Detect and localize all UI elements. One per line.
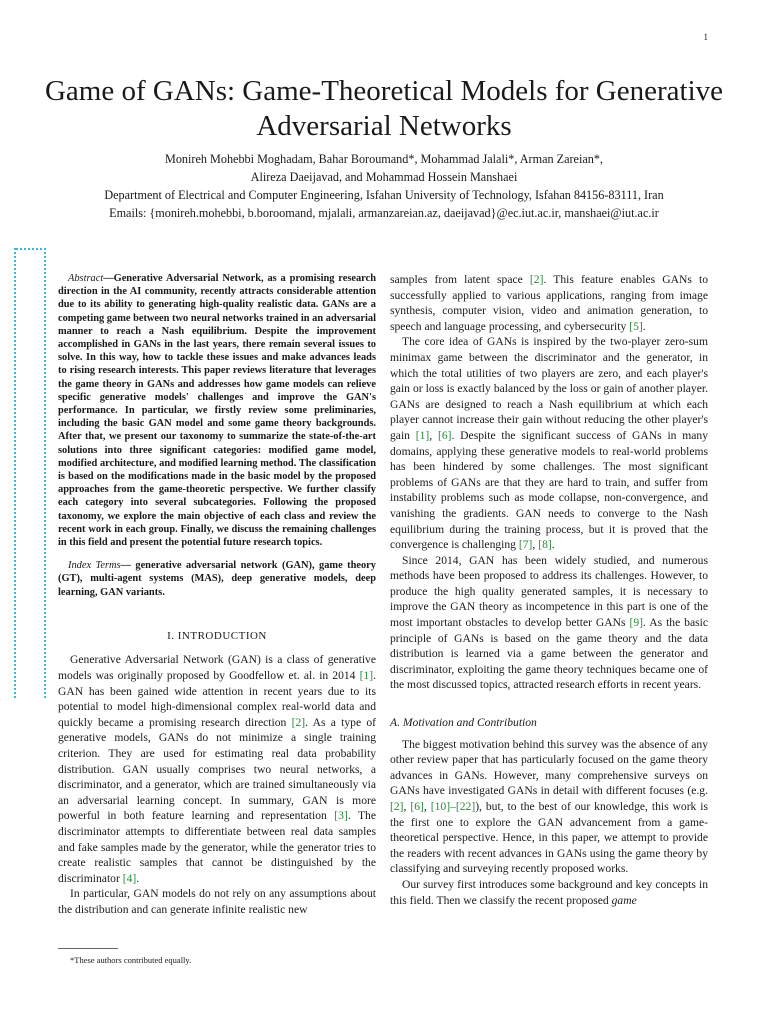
text-run: , [429,428,438,442]
index-terms-lead: Index Terms [68,560,121,572]
abstract-lead: Abstract [68,273,104,284]
text-run: The biggest motivation behind this survey was the absence of any other review paper that has particularly focused on the game theory advances in GANs. However, many comprehensive surveys on GANs have investigated GANs in detail with different focuses (e.g. [390,737,708,798]
citation-link[interactable]: [4] [122,871,137,885]
authors-line-2: Alireza Daeijavad, and Mohammad Hossein Manshaei [250,170,518,184]
citation-link[interactable]: [8] [538,538,552,552]
citation-link[interactable]: [6] [437,428,452,442]
text-run: . [551,538,555,552]
citation-link[interactable]: [2] [390,800,404,813]
text-run: , [403,800,411,813]
index-terms-body: — generative adversarial network (GAN), game theory (GT), multi-agent systems (MAS), deep generative models, deep learning, GAN variants. [58,560,376,598]
citation-link[interactable]: [3] [334,809,348,823]
text-run: . As a type of generative models, GANs do not minimize a single training criterion. They are used for estimating real data probability distribution. GAN usually comprises two neural networks, a discriminator, and a generator, which are trained simultaneously via an adversarial learning concept. In summary, GAN is more powerful in both feature learning and representation [58,715,376,823]
left-column [58,272,376,918]
section-heading-introduction: I. INTRODUCTION [167,629,267,642]
text-run: Generative Adversarial Network (GAN) is a class of generative models was originally proposed by Goodfellow et. al. in 2014 [58,653,376,683]
text-run: . As the basic principle of GANs is based on the game theory and the data distribution is learned via a game between the generator and discriminator, exploiting the game theory techniques became one of the most discussed topics, attracted research efforts in recent years. [390,616,709,692]
footnote-rule [58,948,118,949]
text-run: samples from latent space [390,273,530,286]
citation-link[interactable]: [6] [410,800,424,813]
affiliation: Department of Electrical and Computer Engineering, Isfahan University of Technology, Isfahan 84156-83111, Iran [104,188,664,202]
paragraph [390,272,708,334]
text-run: , [532,538,539,552]
citation-link[interactable]: [2] [291,715,306,729]
text-run: . [136,871,140,885]
text-run: Since 2014, GAN has been widely studied, and numerous methods have been proposed to address its challenges. However, to produce the high quality generated samples, it is necessary to improve the GAN theory as incompetence in this part is one of the most important obstacles to develop better GANs [390,553,708,630]
arxiv-margin-strip [14,248,48,698]
citation-link[interactable]: [1] [359,669,374,683]
text-run: The core idea of GANs is inspired by the two-player zero-sum minimax game between the discriminator and the generator, in which the total utilities of two players are zero, and each player's gain or loss is exactly balanced by the loss or gain of another player. GANs are designed to reach a Nash equilibrium at which each player cannot increase their gain without reducing the other player's gain [390,335,708,442]
author-block [30,150,738,222]
text-run: , [423,800,431,813]
paragraph [390,334,708,552]
authors-line-1: Monireh Mohebbi Moghadam, Bahar Boroumand*, Mohammad Jalali*, Arman Zareian*, [165,152,603,166]
paragraph [58,652,376,886]
text-run: . [642,319,646,333]
paragraph [390,737,708,877]
citation-link[interactable]: [1] [415,428,430,442]
text-run: . The discriminator attempts to differentiate between real data samples and fake samples made by the generator, while the generator tries to create realistic samples that cannot be distinguished by the discriminator [58,809,376,885]
citation-link[interactable]: [9] [629,616,644,630]
right-column [390,272,708,908]
citation-link[interactable]: [10]–[22] [430,800,476,813]
footnote: *These authors contributed equally. [70,955,192,965]
italic-text: game [611,893,637,907]
abstract-body: —Generative Adversarial Network, as a promising research direction in the AI community, recently attracts considerable attention due to its ability to generating high-quality realistic data. GANs are a competing game between two neural networks trained in an adversarial manner to reach a Nash equilibrium. Despite the improvement accomplished in GANs in the last years, there remain several issues to solve. In this way, how to tackle these issues and make advances leads to rising research interests. This paper reviews literature that leverages the game theory in GANs and addresses how game models can relieve specific generative models' challenges and improve the GAN's performance. In particular, we firstly review some preliminaries, including the basic GAN model and some game theory backgrounds. After that, we present our taxonomy to summarize the state-of-the-art solutions into three significant categories: modified game model, modified architecture, and modified learning method. The classification is based on the modifications made in the basic model by the proposed approaches from the game-theoretic perspective. We further classify each category into several subcategories. Following the proposed taxonomy, we explore the main objective of each class and review the recent work in each group. Finally, we discuss the remaining challenges in this field and present the potential future research topics. [58,273,376,549]
paragraph [390,553,708,693]
text-run: In particular, GAN models do not rely on any assumptions about the distribution and can generate infinite realistic new [58,887,376,916]
text-run: Our survey first introduces some background and key concepts in this field. Then we classify the recent proposed [390,877,708,907]
abstract [58,272,376,549]
page-number: 1 [703,32,708,42]
citation-link[interactable]: [2] [529,273,544,286]
citation-link[interactable]: [5] [629,319,643,333]
paragraph [58,886,376,917]
paragraph [390,877,708,908]
text-run: . Despite the significant success of GANs in many domains, applying these generative models to real-world problems has been hindered by some challenges. The most significant problems of GANs are that they are hard to train, and suffer from instability problems such as mode collapse, non-convergence, and vanishing the gradients. GAN needs to converge to the Nash equilibrium during the training process, but it is proved that the convergence is challenging [390,428,709,552]
text-run: ), but, to the best of our knowledge, this work is the first one to explore the GAN advancement from a game-theoretical perspective. Hence, in this paper, we attempt to provide the readers with recent advances in GANs using the game theory by classifying and surveying recently proposed works. [390,800,709,876]
index-terms [58,559,376,599]
text-run: . This feature enables GANs to successfully applied to various applications, ranging from image synthesis, computer vision, video and animation generation, to speech and language processing, and cybersecurity [390,273,708,333]
emails: Emails: {monireh.mohebbi, b.boroomand, mjalali, armanzareian.az, daeijavad}@ec.iut.ac.ir, manshaei@iut.ac.ir [109,206,659,220]
subsection-heading: A. Motivation and Contribution [390,716,537,730]
paper-title: Game of GANs: Game-Theoretical Models for Generative Adversarial Networks [44,75,724,142]
text-run: . GAN has been gained wide attention in recent years due to its potential to model high-dimensional complex real-world data and quickly became a promising research direction [58,669,376,729]
citation-link[interactable]: [7] [518,538,533,552]
